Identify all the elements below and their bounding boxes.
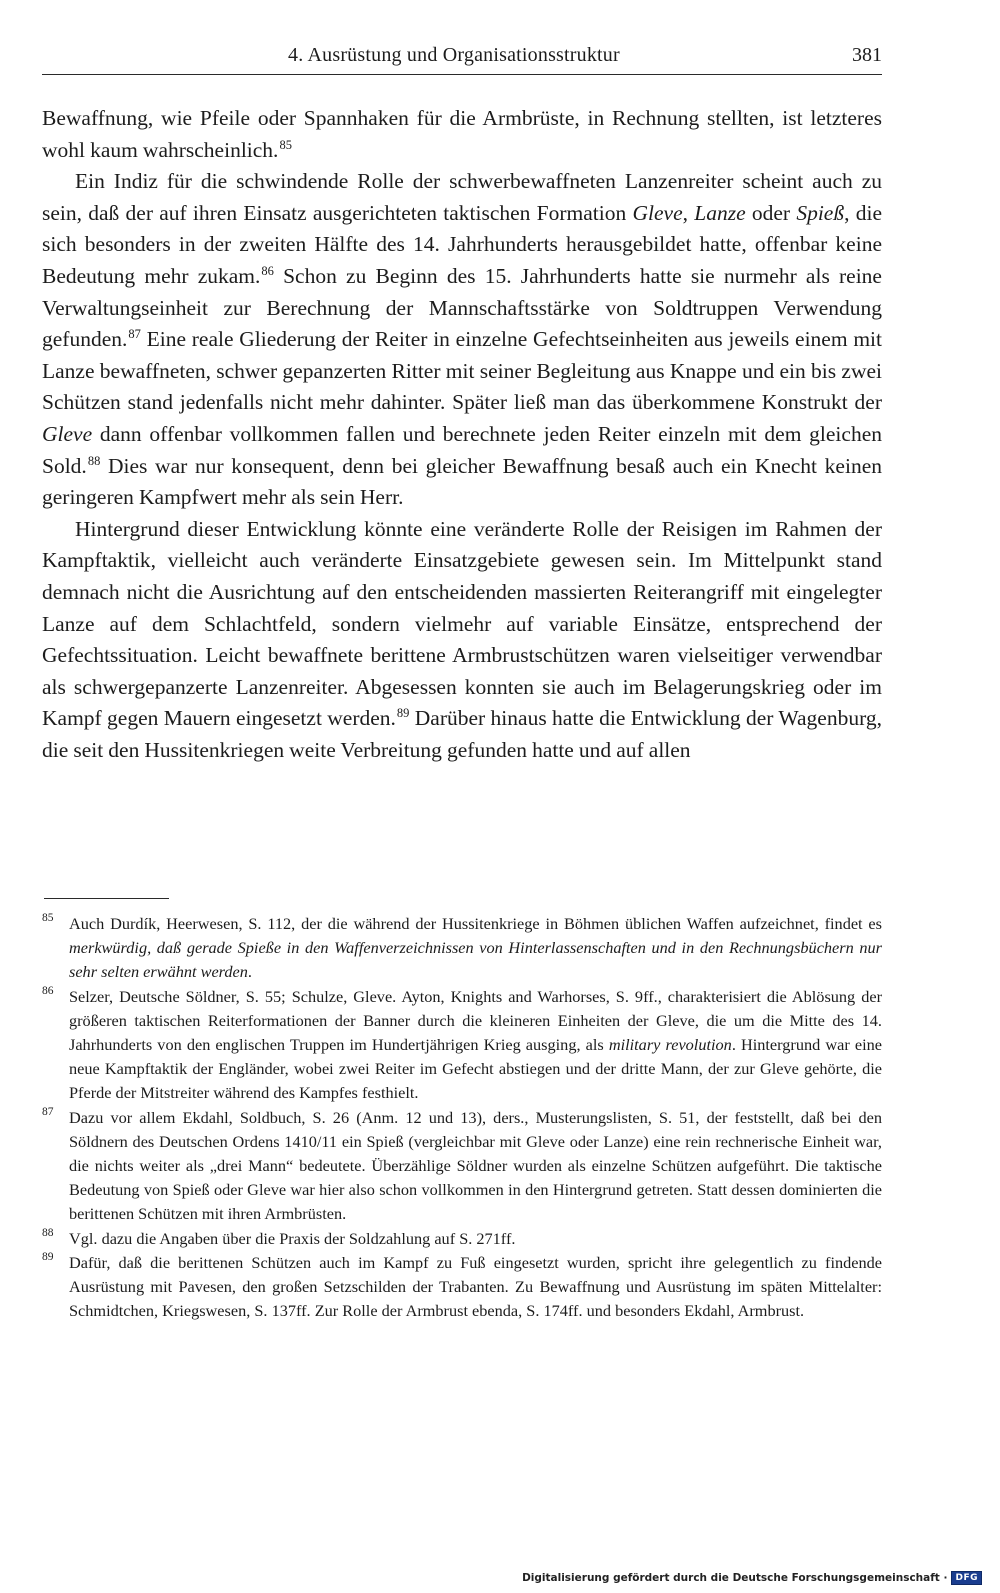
footnote-text: . bbox=[247, 962, 252, 982]
paragraph-text: Dies war nur konsequent, denn bei gleicher Bewaffnung besaß auch ein Knecht keinen geringeren Kampfwert mehr als sein Herr. bbox=[42, 453, 882, 510]
paragraph-text: Bewaffnung, wie Pfeile oder Spannhaken für die Armbrüste, in Rechnung stellten, ist letzteres wohl kaum wahrscheinlich. bbox=[42, 106, 882, 162]
paragraph-3 bbox=[42, 514, 882, 767]
footnote-text: Vgl. dazu die Angaben über die Praxis der Soldzahlung auf S. 271ff. bbox=[69, 1228, 516, 1248]
footnote-ref-86[interactable]: 86 bbox=[261, 263, 274, 278]
banner-text: Digitalisierung gefördert durch die Deutsche Forschungsgemeinschaft · bbox=[522, 1572, 948, 1584]
footnote-number: 87 bbox=[42, 1105, 54, 1118]
dfg-logo-icon[interactable]: DFG bbox=[951, 1571, 982, 1585]
paragraph-text: Hintergrund dieser Entwicklung könnte eine veränderte Rolle der Reisigen im Rahmen der Kampftaktik, vielleicht auch veränderte Einsatzgebiete gewesen sein. Im Mittelpunkt stand demnach nicht die Ausrichtung auf den entscheidenden massierten Reiterangriff mit eingelegter Lanze auf dem Schlachtfeld, sondern vielmehr auf variable Einsätze, entsprechend der Gefechtssituation. Leicht bewaffnete berittene Armbrustschützen waren vielseitiger verwendbar als schwergepanzerte Lanzenreiter. Abgesessen konnten sie auch im Belagerungskrieg oder im Kampf gegen Mauern eingesetzt werden. bbox=[42, 516, 882, 731]
italic-term-lanze: Lanze bbox=[694, 200, 746, 225]
paragraph-text: Darüber hinaus hatte die Entwicklung der Wagenburg, die seit den Hussitenkriegen weite Verbreitung gefunden hatte und auf allen bbox=[42, 706, 882, 762]
italic-term-gleve: Gleve bbox=[42, 421, 93, 446]
main-text bbox=[42, 103, 882, 766]
footnote-89 bbox=[42, 1251, 882, 1324]
italic-term-spiess: Spieß bbox=[796, 200, 845, 225]
paragraph-2 bbox=[42, 166, 882, 514]
footnote-text: Dafür, daß die berittenen Schützen auch im Kampf zu Fuß eingesetzt wurden, spricht ihre gelegentlich zu findende Ausrüstung mit Pavesen, den großen Setzschilden der Trabanten. Zu Bewaffnung und Ausrüstung im späten Mittelalter: Schmidtchen, Kriegswesen, S. 137ff. Zur Rolle der Armbrust ebenda, S. 174ff. und besonders Ekdahl, Armbrust. bbox=[69, 1252, 882, 1321]
paragraph-text: , bbox=[682, 200, 695, 225]
paragraph-text: Schon zu Beginn des 15. Jahrhunderts hatte sie nurmehr als reine Verwaltungseinheit zur Berechnung der Mannschaftsstärke von Soldtruppen Verwendung gefunden. bbox=[42, 263, 882, 352]
footnote-ref-88[interactable]: 88 bbox=[87, 453, 101, 468]
paragraph-1 bbox=[42, 103, 882, 166]
footnote-85 bbox=[42, 912, 882, 985]
paragraph-text: Eine reale Gliederung der Reiter in einzelne Gefechtseinheiten aus jeweils einem mit Lanze bewaffneten, schwer gepanzerten Ritter mit seiner Begleitung aus Knappe und ein bis zwei Schützen stand jedenfalls nicht mehr dahinter. Später ließ man das überkommene Konstrukt der bbox=[42, 327, 882, 415]
footnote-number: 88 bbox=[42, 1226, 54, 1239]
footnote-text: Auch Durdík, Heerwesen, S. 112, der die während der Hussitenkriege in Böhmen üblichen Waffen aufzeichnet, findet es bbox=[69, 914, 882, 933]
footnote-separator bbox=[44, 898, 169, 899]
digitization-banner bbox=[522, 1571, 982, 1585]
paragraph-text: Ein Indiz für die schwindende Rolle der schwerbewaffneten Lanzenreiter scheint auch zu sein, daß der auf ihren Einsatz ausgerichteten taktischen Formation bbox=[42, 169, 882, 225]
footnote-88 bbox=[42, 1227, 882, 1251]
footnote-ref-87[interactable]: 87 bbox=[128, 327, 141, 342]
footnote-ref-85[interactable]: 85 bbox=[279, 137, 292, 152]
page-number: 381 bbox=[852, 44, 882, 66]
footnote-text: Selzer, Deutsche Söldner, S. 55; Schulze, Gleve. Ayton, Knights and Warhorses, S. 9ff., charakterisiert die Ablösung der größeren taktischen Reiterformationen der Banner durch die kleineren Einheiten der Gleve, die um die Mitte des 14. Jahrhunderts von den englischen Truppen im Hundertjährigen Krieg ausging, als bbox=[69, 986, 882, 1055]
footnote-87 bbox=[42, 1106, 882, 1227]
paragraph-text: , die sich besonders in der zweiten Hälfte des 14. Jahrhunderts herausgebildet hatte, offenbar keine Bedeutung mehr zukam. bbox=[42, 200, 882, 288]
footnote-ref-89[interactable]: 89 bbox=[396, 706, 410, 721]
footnote-text: . Hintergrund war eine neue Kampftaktik der Engländer, wobei zwei Reiter im Gefecht abstiegen und der dritte Mann, der zur Gleve gehörte, die Pferde der Mitstreiter während des Kampfes festhielt. bbox=[69, 1035, 882, 1103]
footnote-quote: merkwürdig, daß gerade Spieße in den Waffenverzeichnissen von Hinterlassenschaften und in den Rechnungsbüchern nur sehr selten erwähnt werden bbox=[69, 938, 882, 982]
italic-term-gleve: Gleve bbox=[632, 200, 683, 225]
running-header bbox=[42, 40, 882, 75]
paragraph-text: dann offenbar vollkommen fallen und berechnete jeden Reiter einzeln mit dem gleichen Sold. bbox=[42, 421, 882, 478]
footnote-86 bbox=[42, 985, 882, 1106]
paragraph-text: oder bbox=[745, 200, 797, 225]
footnote-number: 86 bbox=[42, 984, 54, 997]
footnote-text: Dazu vor allem Ekdahl, Soldbuch, S. 26 (Anm. 12 und 13), ders., Musterungslisten, S. 51, der feststellt, daß bei den Söldnern des Deutschen Ordens 1410/11 ein Spieß (vergleichbar mit Gleve oder Lanze) eine rein rechnerische Einheit war, die nichts weiter als „drei Mann“ bedeutete. Überzählige Söldner wurden als einzelne Schützen aufgeführt. Die taktische Bedeutung von Spieß oder Gleve war hier also schon vollkommen in den Hintergrund getreten. Statt dessen dominierten die berittenen Schützen mit ihren Armbrüsten. bbox=[69, 1107, 882, 1224]
book-page bbox=[42, 0, 882, 1593]
running-title: 4. Ausrüstung und Organisationsstruktur bbox=[288, 44, 620, 66]
footnote-term: military revolution bbox=[608, 1035, 732, 1055]
footnote-number: 89 bbox=[42, 1250, 54, 1263]
footnotes bbox=[42, 912, 882, 1323]
footnote-number: 85 bbox=[42, 912, 54, 924]
